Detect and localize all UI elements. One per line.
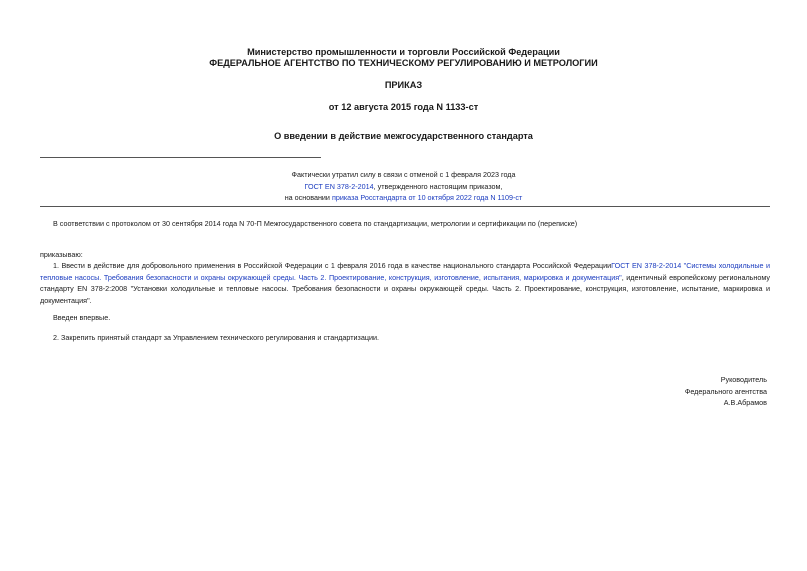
- status-note-line3: [0, 192, 807, 204]
- status-note-line2: [0, 181, 807, 193]
- standard-link[interactable]: ГОСТ EN 378-2-2014 "Системы холодильные и тепловые насосы. Требования безопасности и охраны окружающей среды. Часть 2. Проектирование, конструкция, изготовление, испытания, маркировка и документация": [40, 261, 770, 282]
- document-type: ПРИКАЗ: [384, 80, 423, 90]
- gost-link[interactable]: ГОСТ EN 378-2-2014: [304, 181, 374, 191]
- ministry-name: Министерство промышленности и торговли Российской Федерации: [247, 47, 560, 57]
- signature-title2: Федерального агентства: [684, 386, 767, 396]
- status-note-line1: Фактически утратил силу в связи с отменой с 1 февраля 2023 года: [291, 170, 516, 179]
- signature-block: [685, 374, 767, 409]
- orders-paragraph: приказываю:: [40, 250, 83, 259]
- item1-paragraph: [40, 260, 770, 306]
- agency-name: ФЕДЕРАЛЬНОЕ АГЕНТСТВО ПО ТЕХНИЧЕСКОМУ РЕГУЛИРОВАНИЮ И МЕТРОЛОГИИ: [209, 58, 598, 68]
- signature-title1: Руководитель: [720, 375, 767, 384]
- order-link[interactable]: приказа Росстандарта от 10 октября 2022 года N 1109-ст: [331, 193, 523, 202]
- introduced-paragraph: Введен впервые.: [53, 313, 111, 322]
- document-subject: О введении в действие межгосударственного стандарта: [274, 131, 533, 141]
- title-divider: [40, 157, 321, 158]
- item2-paragraph: 2. Закрепить принятый стандарт за Управлением технического регулирования и стандартизации.: [53, 333, 379, 342]
- status-note-line2-rest: , утвержденного настоящим приказом,: [373, 181, 503, 191]
- item1-prefix: 1. Ввести в действие для добровольного применения в Российской Федерации с 1 февраля 2016 года в качестве национального стандарта Российской Федерации: [53, 261, 612, 270]
- signature-name: А.В.Абрамов: [723, 398, 767, 407]
- item1-suffix: , идентичный европейскому региональному стандарту EN 378-2:2008 "Установки холодильные и тепловые насосы. Требования безопасности и охраны окружающей среды. Часть 2. Проектирование, конструкция, изготовление, испытание, маркировка и документация".: [40, 272, 770, 305]
- preamble-paragraph: В соответствии с протоколом от 30 сентября 2014 года N 70-П Межгосударственного совета по стандартизации, метрологии и сертификации по (переписке): [53, 219, 578, 228]
- status-note-line3-prefix: на основании: [284, 193, 332, 202]
- document-date-number: от 12 августа 2015 года N 1133-ст: [328, 102, 479, 112]
- note-divider: [40, 206, 770, 207]
- status-note: [0, 169, 807, 204]
